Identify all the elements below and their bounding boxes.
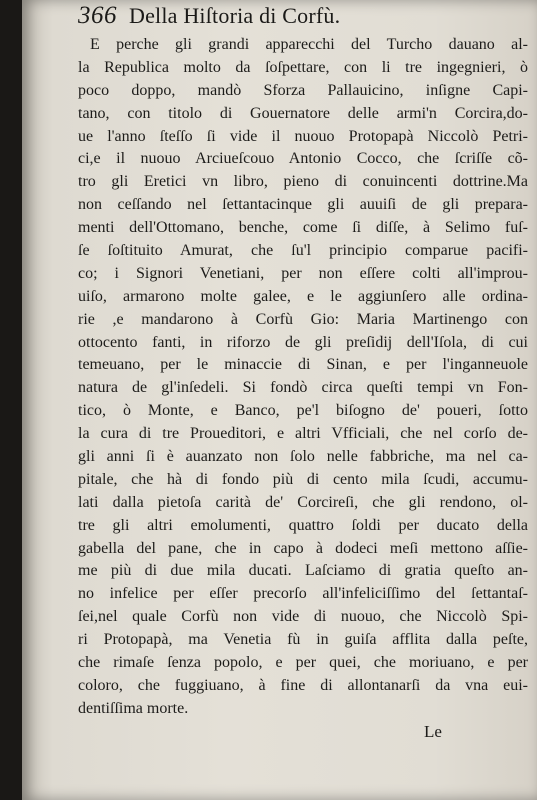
text-line: no infelice per eſſer precorſo all'infeliciſſimo del ſettantaſ- [78, 585, 528, 603]
text-line: ottocento fanti, in riforzo de gli preſidij dell'Iſola, di cui [78, 333, 528, 351]
text-line: tano, con titolo di Gouernatore delle armi'n Corcira,do- [78, 104, 528, 122]
text-line: non ceſſando nel ſettantacinque gli auuiſi de gli prepara- [78, 196, 528, 214]
text-line: ci,e il nuouo Arciueſcouo Antonio Cocco, che ſcriſſe cõ- [78, 150, 528, 168]
running-title: Della Hiſtoria di Corfù. [129, 3, 341, 28]
text-line: la cura di tre Proueditori, e altri Vfficiali, che nel corſo de- [78, 425, 528, 443]
text-line: gli anni ſi è auanzato non ſolo nelle fabbriche, ma nel ca- [78, 448, 528, 466]
book-page [22, 0, 537, 800]
text-line: pitale, che hà di fondo più di cento mila ſcudi, accumu- [78, 470, 528, 488]
text-line: ſe ſoſtituito Amurat, che ſu'l principio comparue pacifi- [78, 242, 528, 260]
text-line: co; i Signori Venetiani, per non eſſere colti all'improu- [78, 264, 528, 282]
text-line: temeuano, per le minaccie di Sinan, e per l'inganneuole [78, 356, 528, 374]
text-line: menti dell'Ottomano, benche, come ſi diſſe, à Selimo fuſ- [78, 219, 528, 237]
text-line: che rimaſe ſenza popolo, e per quei, che moriuano, e per [78, 654, 528, 672]
text-line: tro gli Eretici vn libro, pieno di conuincenti dottrine.Ma [78, 173, 528, 191]
text-line: me più di due mila ducati. Laſciamo di gratia queſto an- [78, 562, 528, 580]
text-line: tre gli altri emolumenti, quattro ſoldi per ducato della [78, 516, 528, 534]
page-number: 366 [78, 2, 117, 29]
text-line: natura de gl'inſedeli. Si fondò circa queſti tempi vn Fon- [78, 379, 528, 397]
catchword: Le [424, 722, 442, 741]
text-line: la Republica molto da ſoſpettare, con li tre ingegnieri, ò [78, 58, 528, 76]
text-line: ue l'anno ſteſſo ſi vide il nuouo Protopapà Niccolò Petri- [78, 127, 528, 145]
text-line: uiſo, armarono molte galee, e le aggiunſero alle ordina- [78, 287, 528, 305]
text-line: ſei,nel quale Corfù non vide di nuouo, che Niccolò Spi- [78, 608, 528, 626]
text-line: lati dalla pietoſa carità de' Corcireſi, che gli rendono, ol- [78, 493, 528, 511]
text-line: ri Protopapà, ma Venetia fù in guiſa afflita dalla peſte, [78, 631, 528, 649]
text-line: poco doppo, mandò Sforza Pallauicino, inſigne Capi- [78, 81, 528, 99]
text-line: gabella del pane, che in capo à dodeci meſi mettono aſſie- [78, 539, 528, 557]
body-text [78, 34, 528, 721]
text-line: E perche gli grandi apparecchi del Turcho dauano al- [90, 36, 528, 53]
page-header [78, 2, 340, 32]
text-line: coloro, che fuggiuano, à fine di allontanarſi da vna eui- [78, 676, 528, 694]
text-line-last: dentiſſima morte. [78, 699, 189, 717]
text-line: rie ,e mandarono à Corfù Gio: Maria Martinengo con [78, 310, 528, 328]
text-line: tico, ò Monte, e Banco, pe'l biſogno de' poueri, ſotto [78, 402, 528, 420]
